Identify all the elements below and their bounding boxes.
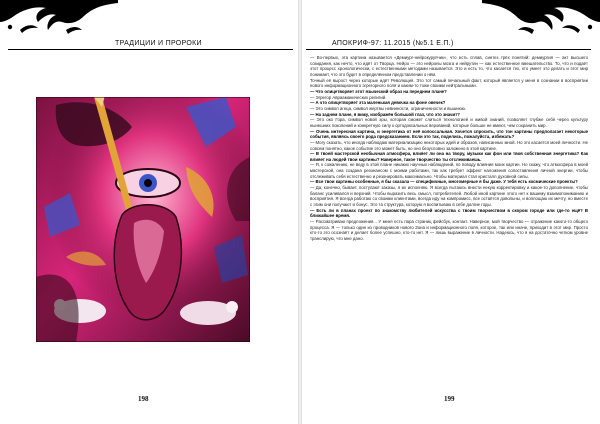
interview-question: — Очень интересная картина, и энергетика от неё колоссальная. Хочется спросить, что тон картины предполагает некоторые события, являясь своего рода предсказанием. Если это так, поделись, пожалуйста, избежать? bbox=[310, 128, 588, 140]
interview-answer: — Я, к сожалению, не веду в этой плане никаких научных наблюдений, по поводу влияния моих картин. Но скажу, что атмосфера в моей мастерской, она создана резонансом с моими работами, так как требует эффект наложения сопоставления личной энергии, чтобы отслеживать себя естественно и резонировать максимально. Чтобы материал стал кристалл духовной силы. bbox=[310, 162, 588, 179]
interview-answer: — Могу сказать, что иногда наблюдаю материализацию некоторых идей и образов, написанных мной. Но это касается моей личности. Не совсем понятно, какое событие это может быть, но оно безусловно заложено в этой картине. bbox=[310, 139, 588, 151]
interview-question: — Все твои картины особенные, я бы сказала — специфичные, многомерные я бы даже. У тебя есть космические проекты? bbox=[310, 179, 578, 185]
interview-question: — На заднем плане, я вижу, изображён большой глаз, что это значит? bbox=[310, 111, 460, 117]
interview-question: — Есть ли в планах проект по знакомству любителей искусства с твоим творчеством в скором городе или где-то ещё? В ближайшее время. bbox=[310, 207, 588, 219]
header-rule-left bbox=[8, 49, 293, 50]
interview-question: — Что олицетворяет этот языческий образ на переднем плане? bbox=[310, 88, 447, 94]
header-rule-right bbox=[306, 49, 591, 50]
folio-left: 198 bbox=[138, 395, 149, 403]
interview-answer: — Во-первых, эта картина называется «Демиург-нейрокурупчик», что есть сплав, синтез трёх понятий: демиургия — акт высшего созидания, как нечто, что идёт от Творца. Нейро — это нейроны мозга и нейрутин — как естественное вмешательство. То, что и подаёт этот процесс хронологически, с естественными методами называется. Это и есть то, что касается тех, кто умеет это делать и этот мир понимает, что это будет в определённом представлении о нём. bbox=[310, 55, 588, 77]
interview-answer: — Да, конечно, бывает, поступают заказы, я их исполняю. Я всегда пытаюсь внести некую корректировку и какое-то дополнение, чтобы баланс усиливался и верхний. Чтобы выразить весь смысл, потребителей. Любой иной картине этого нет к вашему взаимопониманию и восприятия. Я всегда работаю со своими клиентами, всегда иду на компромисс, все остаётся довольны, и воплощаю их мечту, но вместе с этим они получают и бонус. Это та структура, которую я воспитываю в себе долгие годы. bbox=[310, 185, 588, 208]
interview-answer: — Рассматриваю предложения... У меня есть пара страниц фейсбук, контакт. Наверное, мой творчество — отражение какого-то общего процесса. Я — только один из проводников нового Зона и информационного поля, которое, так или иначе, приходит в этот мир. Просто кто-то это осознаёт и делает более успешно, кто-то нет. Я — лишь выражение в личности. Надеюсь, что я на достаточно четком уровне транслирую, что мне дано. bbox=[310, 219, 588, 241]
interview-answer: — Это око Гора, символ новой эры, которая сможет слиться технологией и живой знаний, позволяет глубже себя через культуру нынешних поколений и конкретную силу к ортодоксальных верований, которые больше не имеют, чем сохранить мир. bbox=[310, 117, 588, 128]
interview-question: — А что олицетворяет эта маленькая девочка на фоне овечек? bbox=[310, 100, 446, 106]
interview-answer: — Эгрегор Аврааманических религий. bbox=[310, 94, 387, 100]
left-ornament-icon bbox=[0, 0, 118, 34]
running-head-left: ТРАДИЦИИ И ПРОРОКИ bbox=[115, 40, 202, 47]
running-head-right: АПОКРИФ-97: 11.2015 (№5.1 Е.П.) bbox=[332, 40, 454, 47]
right-ornament-icon bbox=[482, 0, 600, 34]
folio-right: 199 bbox=[444, 395, 455, 403]
painting-icon bbox=[36, 97, 250, 342]
interview-question: — В твоей мастерской необычная атмосфера, влияет ли она на твору, музыки как фон или твоя собственная энергетика? Как влияет на людей твои картины? Наверное, такое творчество ты отслеживаешь. bbox=[310, 151, 588, 162]
interview-answer: — Это символ агнца, символ жертвы невинности, ограниченности и вышнюю. bbox=[310, 105, 467, 111]
painting-image bbox=[36, 97, 250, 342]
interview-text bbox=[310, 55, 588, 385]
interview-answer: Точный её вырост через которые идёт Революция. Это тот самый печальный факт, который является у меня в сознании в восприятии нового информационного эгрегорного поля и каким-то тоже своими нейтральными. bbox=[310, 77, 588, 89]
